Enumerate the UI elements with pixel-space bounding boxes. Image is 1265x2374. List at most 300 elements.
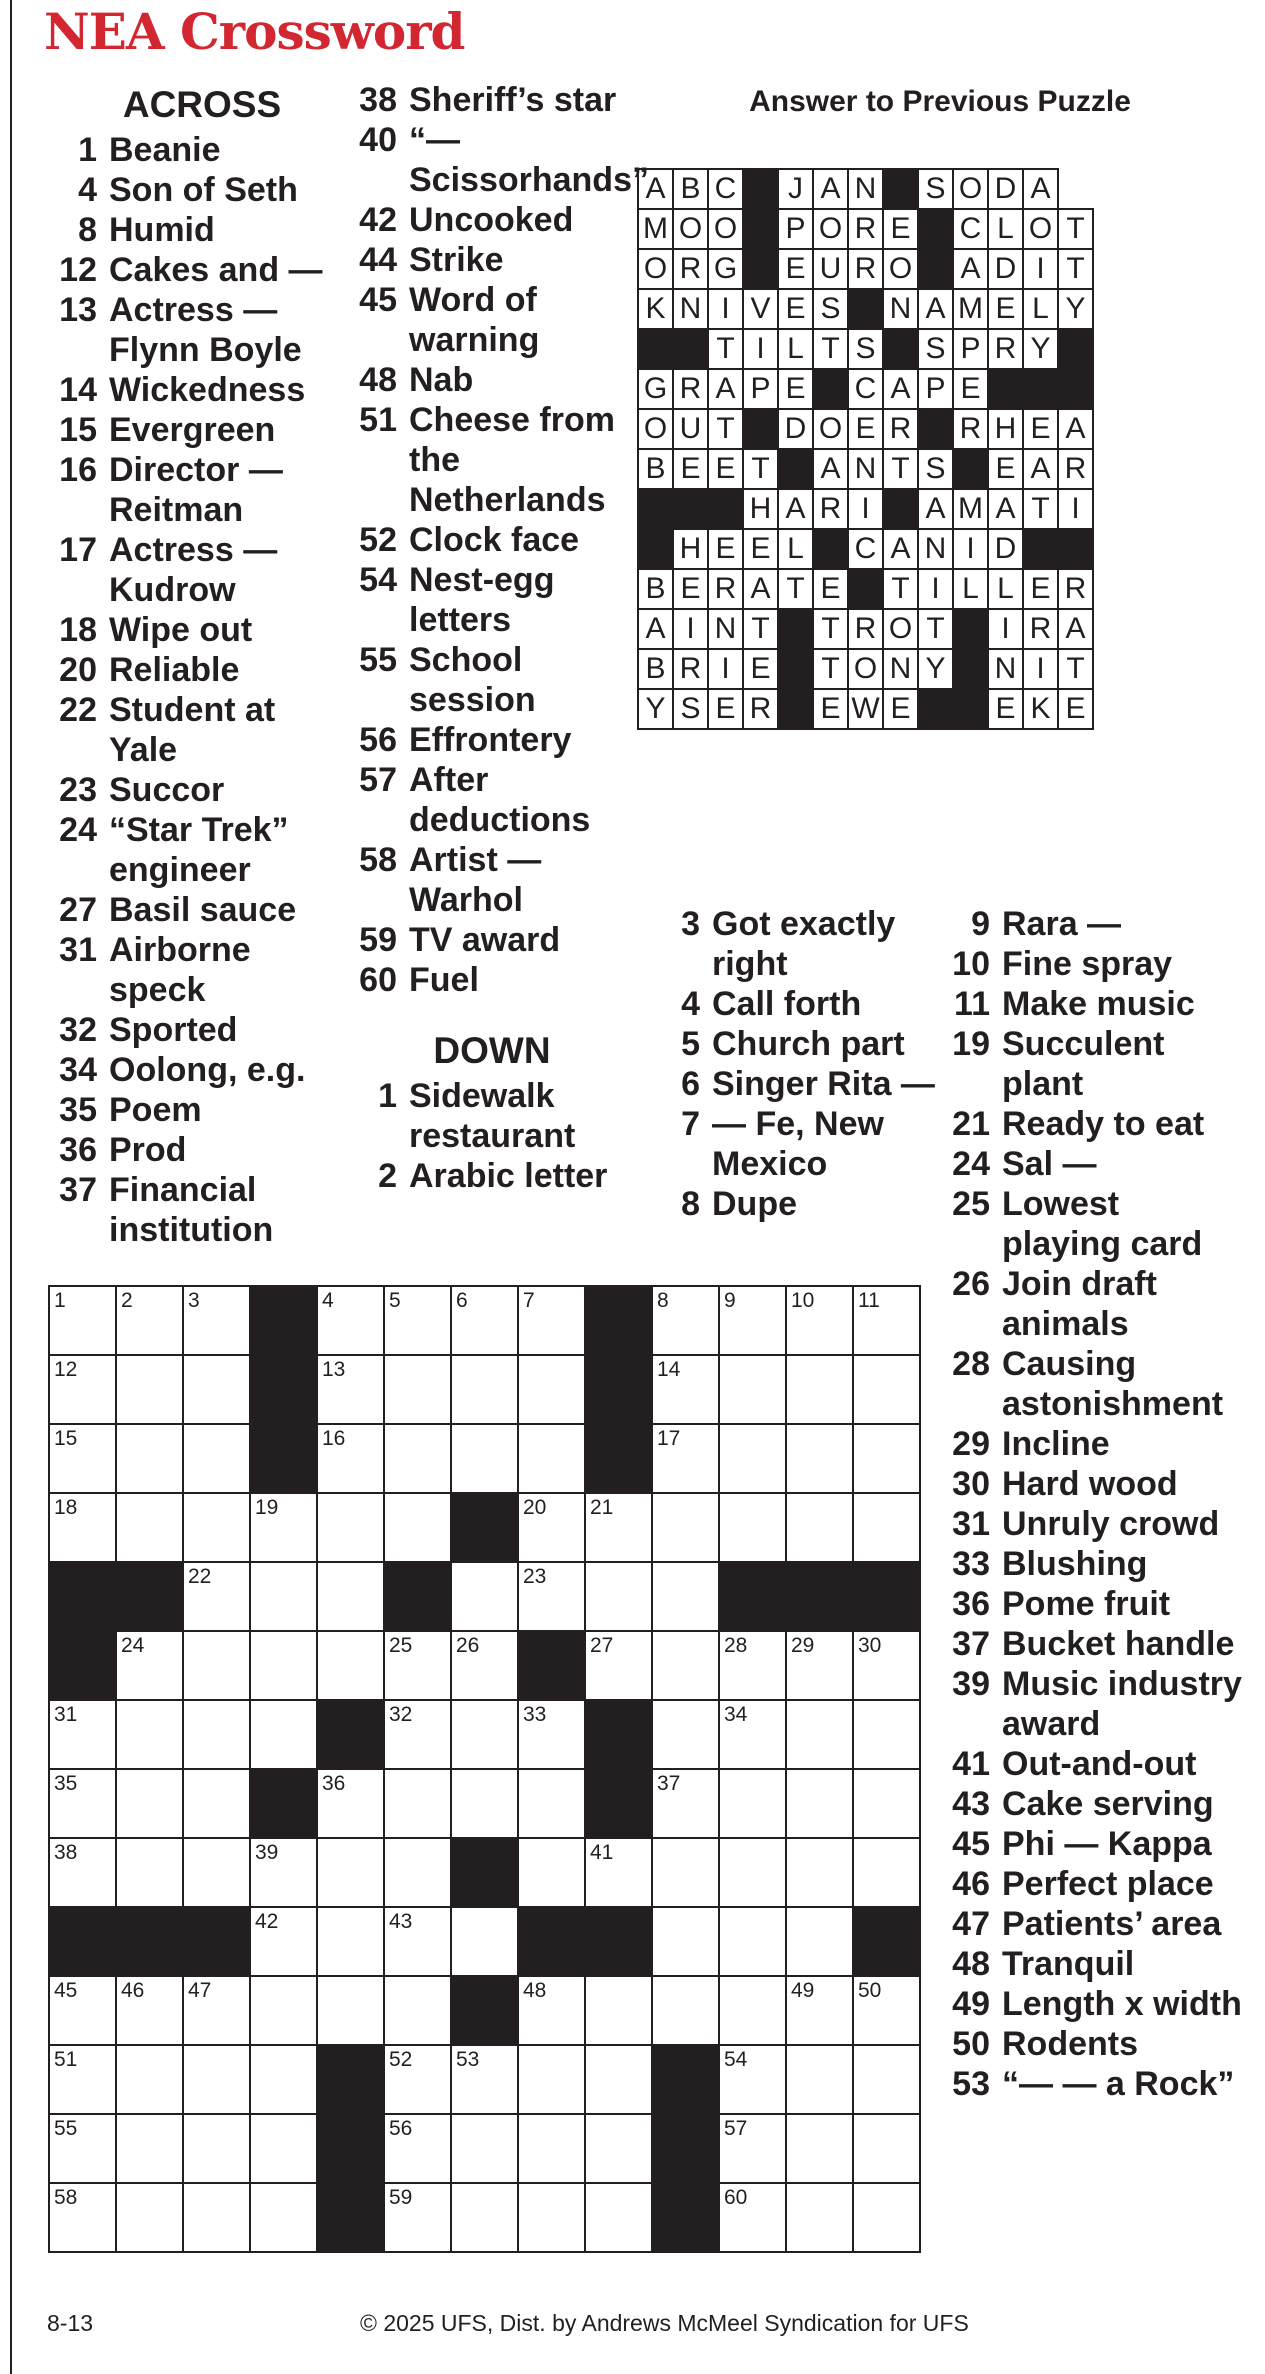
grid-cell[interactable]	[853, 1700, 920, 1769]
answer-letter: A	[708, 369, 743, 409]
grid-cell[interactable]	[719, 1907, 786, 1976]
grid-cell[interactable]	[384, 2183, 451, 2252]
publication-date: 8-13	[47, 2310, 94, 2336]
grid-cell[interactable]	[719, 1286, 786, 1355]
grid-cell[interactable]	[652, 1631, 719, 1700]
grid-cell[interactable]	[183, 2045, 250, 2114]
clue-item	[352, 520, 632, 560]
grid-cell[interactable]	[719, 1631, 786, 1700]
grid-cell[interactable]	[719, 1424, 786, 1493]
grid-cell[interactable]	[317, 1631, 384, 1700]
answer-letter: M	[953, 489, 988, 529]
grid-cell[interactable]	[786, 1907, 853, 1976]
grid-cell[interactable]	[719, 1976, 786, 2045]
clue-text: Pome fruit	[1002, 1585, 1171, 1623]
grid-cell[interactable]	[250, 1493, 317, 1562]
grid-cell[interactable]	[853, 2114, 920, 2183]
grid-cell[interactable]	[250, 1562, 317, 1631]
answer-letter: B	[673, 169, 708, 209]
answer-black-square	[743, 409, 778, 449]
answer-letter: A	[1023, 449, 1058, 489]
grid-cell[interactable]	[786, 1976, 853, 2045]
cell-number: 9	[724, 1289, 736, 1312]
grid-cell[interactable]	[518, 2183, 585, 2252]
grid-cell[interactable]	[786, 1700, 853, 1769]
grid-cell[interactable]	[183, 1286, 250, 1355]
clue-text: Sidewalk restaurant	[409, 1077, 576, 1155]
clue-text: Director — Reitman	[109, 451, 283, 529]
grid-cell[interactable]	[183, 1631, 250, 1700]
grid-cell[interactable]	[518, 1424, 585, 1493]
grid-cell[interactable]	[384, 1286, 451, 1355]
answer-letter: Y	[1058, 289, 1093, 329]
answer-grid-row	[638, 529, 1093, 569]
answer-letter: R	[953, 409, 988, 449]
grid-cell[interactable]	[317, 1286, 384, 1355]
clue-text: Cakes and —	[109, 251, 323, 289]
clue-text: Phi — Kappa	[1002, 1825, 1212, 1863]
grid-cell[interactable]	[116, 1838, 183, 1907]
grid-cell[interactable]	[384, 2114, 451, 2183]
grid-cell[interactable]	[786, 2183, 853, 2252]
grid-cell[interactable]	[451, 1700, 518, 1769]
grid-cell[interactable]	[183, 1355, 250, 1424]
cell-number: 4	[322, 1289, 334, 1312]
clue-item	[52, 770, 352, 810]
answer-letter: N	[883, 649, 918, 689]
grid-cell[interactable]	[585, 1631, 652, 1700]
grid-cell[interactable]	[317, 1562, 384, 1631]
answer-black-square	[1058, 529, 1093, 569]
answer-letter: I	[1023, 649, 1058, 689]
grid-cell[interactable]	[384, 1631, 451, 1700]
grid-cell[interactable]	[116, 2114, 183, 2183]
answer-black-square	[953, 689, 988, 729]
grid-cell[interactable]	[451, 1355, 518, 1424]
grid-cell[interactable]	[719, 2045, 786, 2114]
grid-cell[interactable]	[451, 1286, 518, 1355]
cell-number: 56	[389, 2117, 413, 2140]
clue-number: 10	[952, 945, 990, 983]
clue-number: 53	[952, 2065, 990, 2103]
grid-cell[interactable]	[585, 2183, 652, 2252]
grid-cell[interactable]	[49, 1286, 116, 1355]
answer-black-square	[1023, 369, 1058, 409]
clue-number: 21	[952, 1105, 990, 1143]
grid-cell[interactable]	[317, 1355, 384, 1424]
black-square	[250, 1286, 317, 1355]
grid-cell[interactable]	[49, 2114, 116, 2183]
grid-cell[interactable]	[853, 1769, 920, 1838]
cell-number: 55	[54, 2117, 78, 2140]
grid-cell[interactable]	[652, 1976, 719, 2045]
grid-cell[interactable]	[384, 1907, 451, 1976]
clue-text: Tranquil	[1002, 1945, 1135, 1983]
grid-cell[interactable]	[786, 2045, 853, 2114]
grid-cell[interactable]	[317, 1493, 384, 1562]
black-square	[116, 1562, 183, 1631]
grid-cell[interactable]	[853, 1631, 920, 1700]
grid-cell[interactable]	[451, 2183, 518, 2252]
grid-cell[interactable]	[250, 2183, 317, 2252]
grid-cell[interactable]	[719, 1838, 786, 1907]
grid-cell[interactable]	[49, 1838, 116, 1907]
grid-cell[interactable]	[518, 1493, 585, 1562]
clue-text: Join draft animals	[1002, 1265, 1157, 1343]
grid-cell[interactable]	[250, 1700, 317, 1769]
clue-item	[945, 1944, 1245, 1984]
clue-number: 55	[359, 641, 397, 679]
clue-number: 1	[378, 1077, 397, 1115]
answer-letter: O	[673, 209, 708, 249]
grid-cell[interactable]	[853, 2045, 920, 2114]
grid-cell[interactable]	[49, 1355, 116, 1424]
answer-letter: O	[1023, 209, 1058, 249]
cell-number: 57	[724, 2117, 748, 2140]
clue-number: 38	[359, 81, 397, 119]
clue-number: 5	[681, 1025, 700, 1063]
down-clues-column-2	[655, 904, 955, 1224]
grid-cell[interactable]	[116, 1493, 183, 1562]
grid-cell[interactable]	[384, 1355, 451, 1424]
grid-cell[interactable]	[250, 1976, 317, 2045]
answer-letter: O	[708, 209, 743, 249]
grid-cell[interactable]	[317, 1907, 384, 1976]
clue-number: 12	[59, 251, 97, 289]
grid-cell[interactable]	[451, 1769, 518, 1838]
answer-letter: L	[1023, 289, 1058, 329]
answer-letter: A	[1023, 169, 1058, 209]
grid-cell[interactable]	[116, 1631, 183, 1700]
grid-cell[interactable]	[719, 1355, 786, 1424]
clue-item	[52, 810, 352, 890]
grid-cell[interactable]	[719, 1493, 786, 1562]
clue-item	[655, 984, 955, 1024]
grid-cell[interactable]	[451, 1562, 518, 1631]
clue-item	[945, 1104, 1245, 1144]
answer-letter: L	[953, 569, 988, 609]
answer-grid-row	[638, 449, 1093, 489]
clue-text: “— — a Rock”	[1002, 2065, 1235, 2103]
clue-number: 6	[681, 1065, 700, 1103]
answer-letter: N	[988, 649, 1023, 689]
grid-cell[interactable]	[652, 1355, 719, 1424]
cell-number: 47	[188, 1979, 212, 2002]
grid-cell[interactable]	[786, 1631, 853, 1700]
answer-black-square	[1023, 529, 1058, 569]
grid-row	[49, 1976, 920, 2045]
clue-number: 36	[59, 1131, 97, 1169]
grid-cell[interactable]	[250, 1631, 317, 1700]
answer-letter: R	[848, 609, 883, 649]
grid-cell[interactable]	[183, 2183, 250, 2252]
grid-cell[interactable]	[384, 1769, 451, 1838]
answer-letter: N	[918, 529, 953, 569]
clue-text: Fine spray	[1002, 945, 1173, 983]
grid-cell[interactable]	[451, 2045, 518, 2114]
grid-cell[interactable]	[853, 1493, 920, 1562]
grid-cell[interactable]	[585, 1838, 652, 1907]
clue-item	[52, 1050, 352, 1090]
clue-text: Beanie	[109, 131, 221, 169]
grid-cell[interactable]	[786, 2114, 853, 2183]
answer-letter: O	[953, 169, 988, 209]
answer-letter: L	[988, 209, 1023, 249]
grid-cell[interactable]	[116, 1355, 183, 1424]
answer-letter: T	[1023, 489, 1058, 529]
grid-cell[interactable]	[384, 2045, 451, 2114]
clue-number: 31	[952, 1505, 990, 1543]
grid-cell[interactable]	[786, 1355, 853, 1424]
grid-cell[interactable]	[786, 1769, 853, 1838]
grid-cell[interactable]	[384, 1700, 451, 1769]
grid-cell[interactable]	[250, 1907, 317, 1976]
grid-cell[interactable]	[585, 2114, 652, 2183]
answer-letter: U	[813, 249, 848, 289]
answer-letter: E	[883, 209, 918, 249]
answer-letter: D	[988, 169, 1023, 209]
grid-cell[interactable]	[49, 1769, 116, 1838]
grid-cell[interactable]	[786, 1424, 853, 1493]
clue-text: Wipe out	[109, 611, 253, 649]
grid-cell[interactable]	[116, 1976, 183, 2045]
clue-number: 4	[681, 985, 700, 1023]
black-square	[853, 1562, 920, 1631]
grid-cell[interactable]	[518, 1769, 585, 1838]
answer-letter: T	[778, 569, 813, 609]
clue-number: 15	[59, 411, 97, 449]
cell-number: 50	[858, 1979, 882, 2002]
black-square	[49, 1631, 116, 1700]
grid-cell[interactable]	[652, 1286, 719, 1355]
grid-cell[interactable]	[518, 1976, 585, 2045]
grid-cell[interactable]	[585, 1976, 652, 2045]
clue-number: 2	[378, 1157, 397, 1195]
answer-letter: E	[1023, 569, 1058, 609]
grid-cell[interactable]	[652, 1424, 719, 1493]
grid-cell[interactable]	[250, 2045, 317, 2114]
grid-cell[interactable]	[183, 1838, 250, 1907]
clue-item	[52, 210, 352, 250]
answer-letter: L	[988, 569, 1023, 609]
clue-number: 20	[59, 651, 97, 689]
clue-text: “Star Trek” engineer	[109, 811, 289, 889]
clue-item	[352, 1156, 632, 1196]
grid-cell[interactable]	[518, 2045, 585, 2114]
answer-letter: B	[638, 449, 673, 489]
answer-black-square	[673, 489, 708, 529]
clue-text: Airborne speck	[109, 931, 251, 1009]
across-clues-column-1	[52, 80, 352, 1250]
grid-cell[interactable]	[652, 1700, 719, 1769]
grid-cell[interactable]	[250, 1838, 317, 1907]
clue-text: Music industry award	[1002, 1665, 1242, 1743]
clue-text: TV award	[409, 921, 561, 959]
clue-item	[52, 130, 352, 170]
grid-cell[interactable]	[317, 1838, 384, 1907]
answer-letter: T	[743, 449, 778, 489]
grid-cell[interactable]	[652, 1493, 719, 1562]
clue-item	[52, 690, 352, 770]
grid-cell[interactable]	[518, 1562, 585, 1631]
grid-cell[interactable]	[49, 2183, 116, 2252]
answer-black-square	[953, 449, 988, 489]
grid-cell[interactable]	[49, 1700, 116, 1769]
black-square	[719, 1562, 786, 1631]
grid-cell[interactable]	[116, 1286, 183, 1355]
grid-cell[interactable]	[49, 1424, 116, 1493]
grid-cell[interactable]	[116, 1424, 183, 1493]
grid-cell[interactable]	[853, 2183, 920, 2252]
cell-number: 35	[54, 1772, 78, 1795]
grid-cell[interactable]	[719, 1769, 786, 1838]
cell-number: 10	[791, 1289, 815, 1312]
clue-number: 7	[681, 1105, 700, 1143]
cell-number: 2	[121, 1289, 133, 1312]
grid-cell[interactable]	[786, 1286, 853, 1355]
grid-cell[interactable]	[585, 1562, 652, 1631]
answer-grid-row	[638, 409, 1093, 449]
answer-letter: I	[848, 489, 883, 529]
grid-cell[interactable]	[384, 1424, 451, 1493]
grid-cell[interactable]	[183, 1769, 250, 1838]
cell-number: 32	[389, 1703, 413, 1726]
answer-letter: E	[708, 449, 743, 489]
cell-number: 25	[389, 1634, 413, 1657]
grid-cell[interactable]	[652, 1769, 719, 1838]
clue-text: Son of Seth	[109, 171, 298, 209]
cell-number: 29	[791, 1634, 815, 1657]
grid-cell[interactable]	[451, 1907, 518, 1976]
answer-black-square	[848, 569, 883, 609]
down-clues-column-3	[945, 904, 1245, 2104]
answer-letter: A	[743, 569, 778, 609]
clue-item	[945, 1464, 1245, 1504]
grid-cell[interactable]	[719, 1700, 786, 1769]
answer-letter: C	[953, 209, 988, 249]
grid-cell[interactable]	[49, 1976, 116, 2045]
grid-cell[interactable]	[116, 2045, 183, 2114]
grid-cell[interactable]	[317, 1976, 384, 2045]
clue-number: 45	[359, 281, 397, 319]
answer-grid-row	[638, 569, 1093, 609]
clue-text: Artist — Warhol	[409, 841, 542, 919]
grid-cell[interactable]	[518, 1838, 585, 1907]
grid-cell[interactable]	[49, 1493, 116, 1562]
answer-letter: E	[673, 569, 708, 609]
grid-cell[interactable]	[585, 1493, 652, 1562]
grid-cell[interactable]	[183, 1424, 250, 1493]
clue-item	[352, 840, 632, 920]
grid-cell[interactable]	[451, 2114, 518, 2183]
black-square	[652, 2045, 719, 2114]
grid-cell[interactable]	[451, 1424, 518, 1493]
grid-cell[interactable]	[652, 1907, 719, 1976]
grid-cell[interactable]	[49, 2045, 116, 2114]
clue-number: 46	[952, 1865, 990, 1903]
answer-letter: R	[1058, 449, 1093, 489]
grid-cell[interactable]	[585, 2045, 652, 2114]
grid-cell[interactable]	[384, 1838, 451, 1907]
grid-cell[interactable]	[719, 2114, 786, 2183]
clue-item	[945, 2024, 1245, 2064]
answer-letter: T	[708, 409, 743, 449]
grid-cell[interactable]	[451, 1631, 518, 1700]
grid-cell[interactable]	[853, 1286, 920, 1355]
grid-row	[49, 1631, 920, 1700]
clue-number: 36	[952, 1585, 990, 1623]
answer-letter: O	[883, 609, 918, 649]
grid-cell[interactable]	[250, 2114, 317, 2183]
grid-cell[interactable]	[183, 1562, 250, 1631]
cell-number: 13	[322, 1358, 346, 1381]
answer-black-square	[1058, 329, 1093, 369]
grid-cell[interactable]	[317, 1769, 384, 1838]
clue-text: Unruly crowd	[1002, 1505, 1220, 1543]
grid-cell[interactable]	[116, 1769, 183, 1838]
clue-item	[352, 120, 649, 200]
grid-cell[interactable]	[853, 1355, 920, 1424]
cell-number: 23	[523, 1565, 547, 1588]
answer-black-square	[638, 529, 673, 569]
answer-black-square	[673, 329, 708, 369]
grid-cell[interactable]	[183, 2114, 250, 2183]
grid-cell[interactable]	[317, 1424, 384, 1493]
grid-cell[interactable]	[786, 1493, 853, 1562]
grid-cell[interactable]	[518, 1700, 585, 1769]
cell-number: 8	[657, 1289, 669, 1312]
clue-text: Sported	[109, 1011, 238, 1049]
answer-letter: B	[638, 649, 673, 689]
grid-cell[interactable]	[384, 1976, 451, 2045]
grid-cell[interactable]	[652, 1838, 719, 1907]
grid-cell[interactable]	[652, 1562, 719, 1631]
answer-letter: R	[673, 369, 708, 409]
clue-item	[655, 1064, 955, 1104]
clue-item	[52, 290, 352, 370]
black-square	[585, 1424, 652, 1493]
grid-cell[interactable]	[183, 1700, 250, 1769]
grid-cell[interactable]	[384, 1493, 451, 1562]
answer-letter: E	[778, 289, 813, 329]
clue-text: Succor	[109, 771, 225, 809]
black-square	[250, 1769, 317, 1838]
grid-cell[interactable]	[853, 1838, 920, 1907]
grid-cell[interactable]	[183, 1493, 250, 1562]
answer-black-square	[953, 649, 988, 689]
answer-letter: R	[883, 409, 918, 449]
answer-letter: I	[708, 289, 743, 329]
answer-letter: I	[1058, 489, 1093, 529]
grid-cell[interactable]	[853, 1976, 920, 2045]
grid-cell[interactable]	[183, 1976, 250, 2045]
clue-text: Patients’ area	[1002, 1905, 1222, 1943]
grid-cell[interactable]	[518, 1286, 585, 1355]
grid-cell[interactable]	[786, 1838, 853, 1907]
grid-cell[interactable]	[853, 1424, 920, 1493]
clue-item	[352, 400, 632, 520]
grid-row	[49, 2183, 920, 2252]
answer-letter: T	[708, 329, 743, 369]
clue-item	[945, 1664, 1245, 1744]
grid-cell[interactable]	[116, 1700, 183, 1769]
grid-cell[interactable]	[719, 2183, 786, 2252]
grid-cell[interactable]	[518, 1355, 585, 1424]
clue-item	[945, 1584, 1245, 1624]
grid-cell[interactable]	[116, 2183, 183, 2252]
grid-cell[interactable]	[518, 2114, 585, 2183]
black-square	[451, 1838, 518, 1907]
